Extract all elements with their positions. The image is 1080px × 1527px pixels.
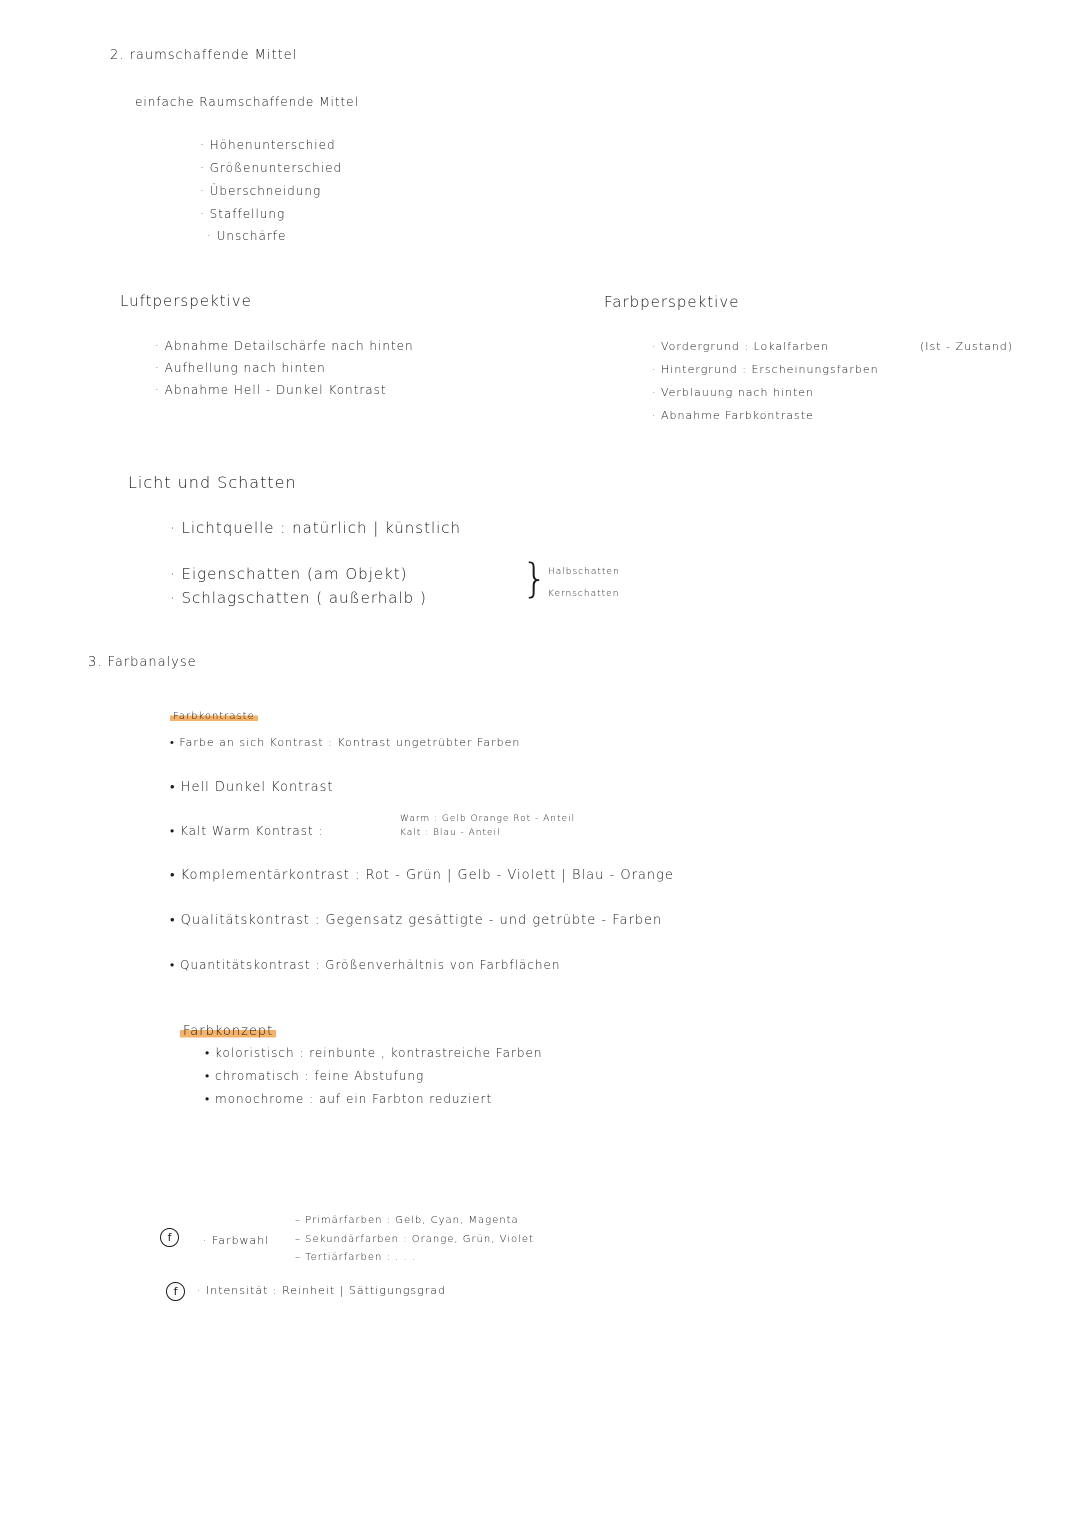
- list-item: · Abnahme Farbkontraste: [652, 409, 814, 422]
- f-marker-icon: f: [160, 1228, 179, 1247]
- list-item: • Qualitätskontrast : Gegensatz gesättigte - und getrübte - Farben: [170, 913, 663, 928]
- list-item: · Aufhellung nach hinten: [155, 361, 326, 375]
- list-item: – Tertiärfarben : . . .: [295, 1252, 417, 1263]
- list-item: · Staffellung: [200, 207, 286, 221]
- list-item: · Höhenunterschied: [200, 138, 336, 152]
- licht-schatten-title: Licht und Schatten: [128, 473, 297, 492]
- list-item: · Überschneidung: [200, 184, 322, 198]
- list-item: · Verblauung nach hinten: [652, 386, 815, 399]
- list-item: • Farbe an sich Kontrast : Kontrast ungetrübter Farben: [170, 736, 521, 749]
- list-item: · Lichtquelle : natürlich | künstlich: [170, 519, 462, 537]
- list-item: • chromatisch : feine Abstufung: [205, 1069, 425, 1083]
- f-marker-icon: f: [166, 1282, 185, 1301]
- list-item: · Hintergrund : Erscheinungsfarben: [652, 363, 879, 376]
- list-item: – Primärfarben : Gelb, Cyan, Magenta: [295, 1215, 519, 1226]
- brace-icon: }: [522, 556, 548, 602]
- ist-zustand-note: (Ist - Zustand): [920, 340, 1014, 353]
- section3-title: 3. Farbanalyse: [88, 655, 197, 670]
- kalt-note: Kalt : Blau - Anteil: [400, 828, 501, 838]
- farbkontraste-label: Farbkontraste: [170, 711, 258, 722]
- farbkontraste-heading: [170, 711, 258, 722]
- section2-title: 2. raumschaffende Mittel: [110, 48, 298, 63]
- halbschatten-label: Halbschatten: [548, 567, 620, 577]
- farbkonzept-label: Farbkonzept: [180, 1024, 276, 1039]
- list-item: • Kalt Warm Kontrast :: [170, 824, 324, 838]
- list-item: · Unschärfe: [207, 229, 287, 243]
- farbperspektive-title: Farbperspektive: [604, 293, 740, 311]
- list-item: · Abnahme Detailschärfe nach hinten: [155, 339, 414, 353]
- list-item: • monochrome : auf ein Farbton reduziert: [205, 1092, 493, 1106]
- list-item: – Sekundärfarben : Orange, Grün, Violet: [295, 1234, 534, 1245]
- warm-note: Warm : Gelb Orange Rot - Anteil: [400, 814, 576, 824]
- luftperspektive-title: Luftperspektive: [120, 292, 252, 310]
- list-item: • Quantitätskontrast : Größenverhältnis von Farbflächen: [170, 958, 561, 972]
- list-item: · Schlagschatten ( außerhalb ): [170, 589, 427, 607]
- intensitaet-line: · Intensität : Reinheit | Sättigungsgrad: [197, 1284, 446, 1297]
- kernschatten-label: Kernschatten: [548, 589, 620, 599]
- farbkonzept-heading: [180, 1024, 276, 1039]
- list-item: · Größenunterschied: [200, 161, 343, 175]
- farbwahl-label: · Farbwahl: [203, 1234, 270, 1247]
- list-item: · Eigenschatten (am Objekt): [170, 565, 408, 583]
- list-item: · Abnahme Hell - Dunkel Kontrast: [155, 383, 387, 397]
- list-item: • Komplementärkontrast : Rot - Grün | Gelb - Violett | Blau - Orange: [170, 868, 674, 883]
- list-item: · Vordergrund : Lokalfarben: [652, 340, 830, 353]
- list-item: • koloristisch : reinbunte , kontrastreiche Farben: [205, 1046, 543, 1060]
- list-item: • Hell Dunkel Kontrast: [170, 780, 334, 795]
- section2-subtitle: einfache Raumschaffende Mittel: [135, 95, 359, 109]
